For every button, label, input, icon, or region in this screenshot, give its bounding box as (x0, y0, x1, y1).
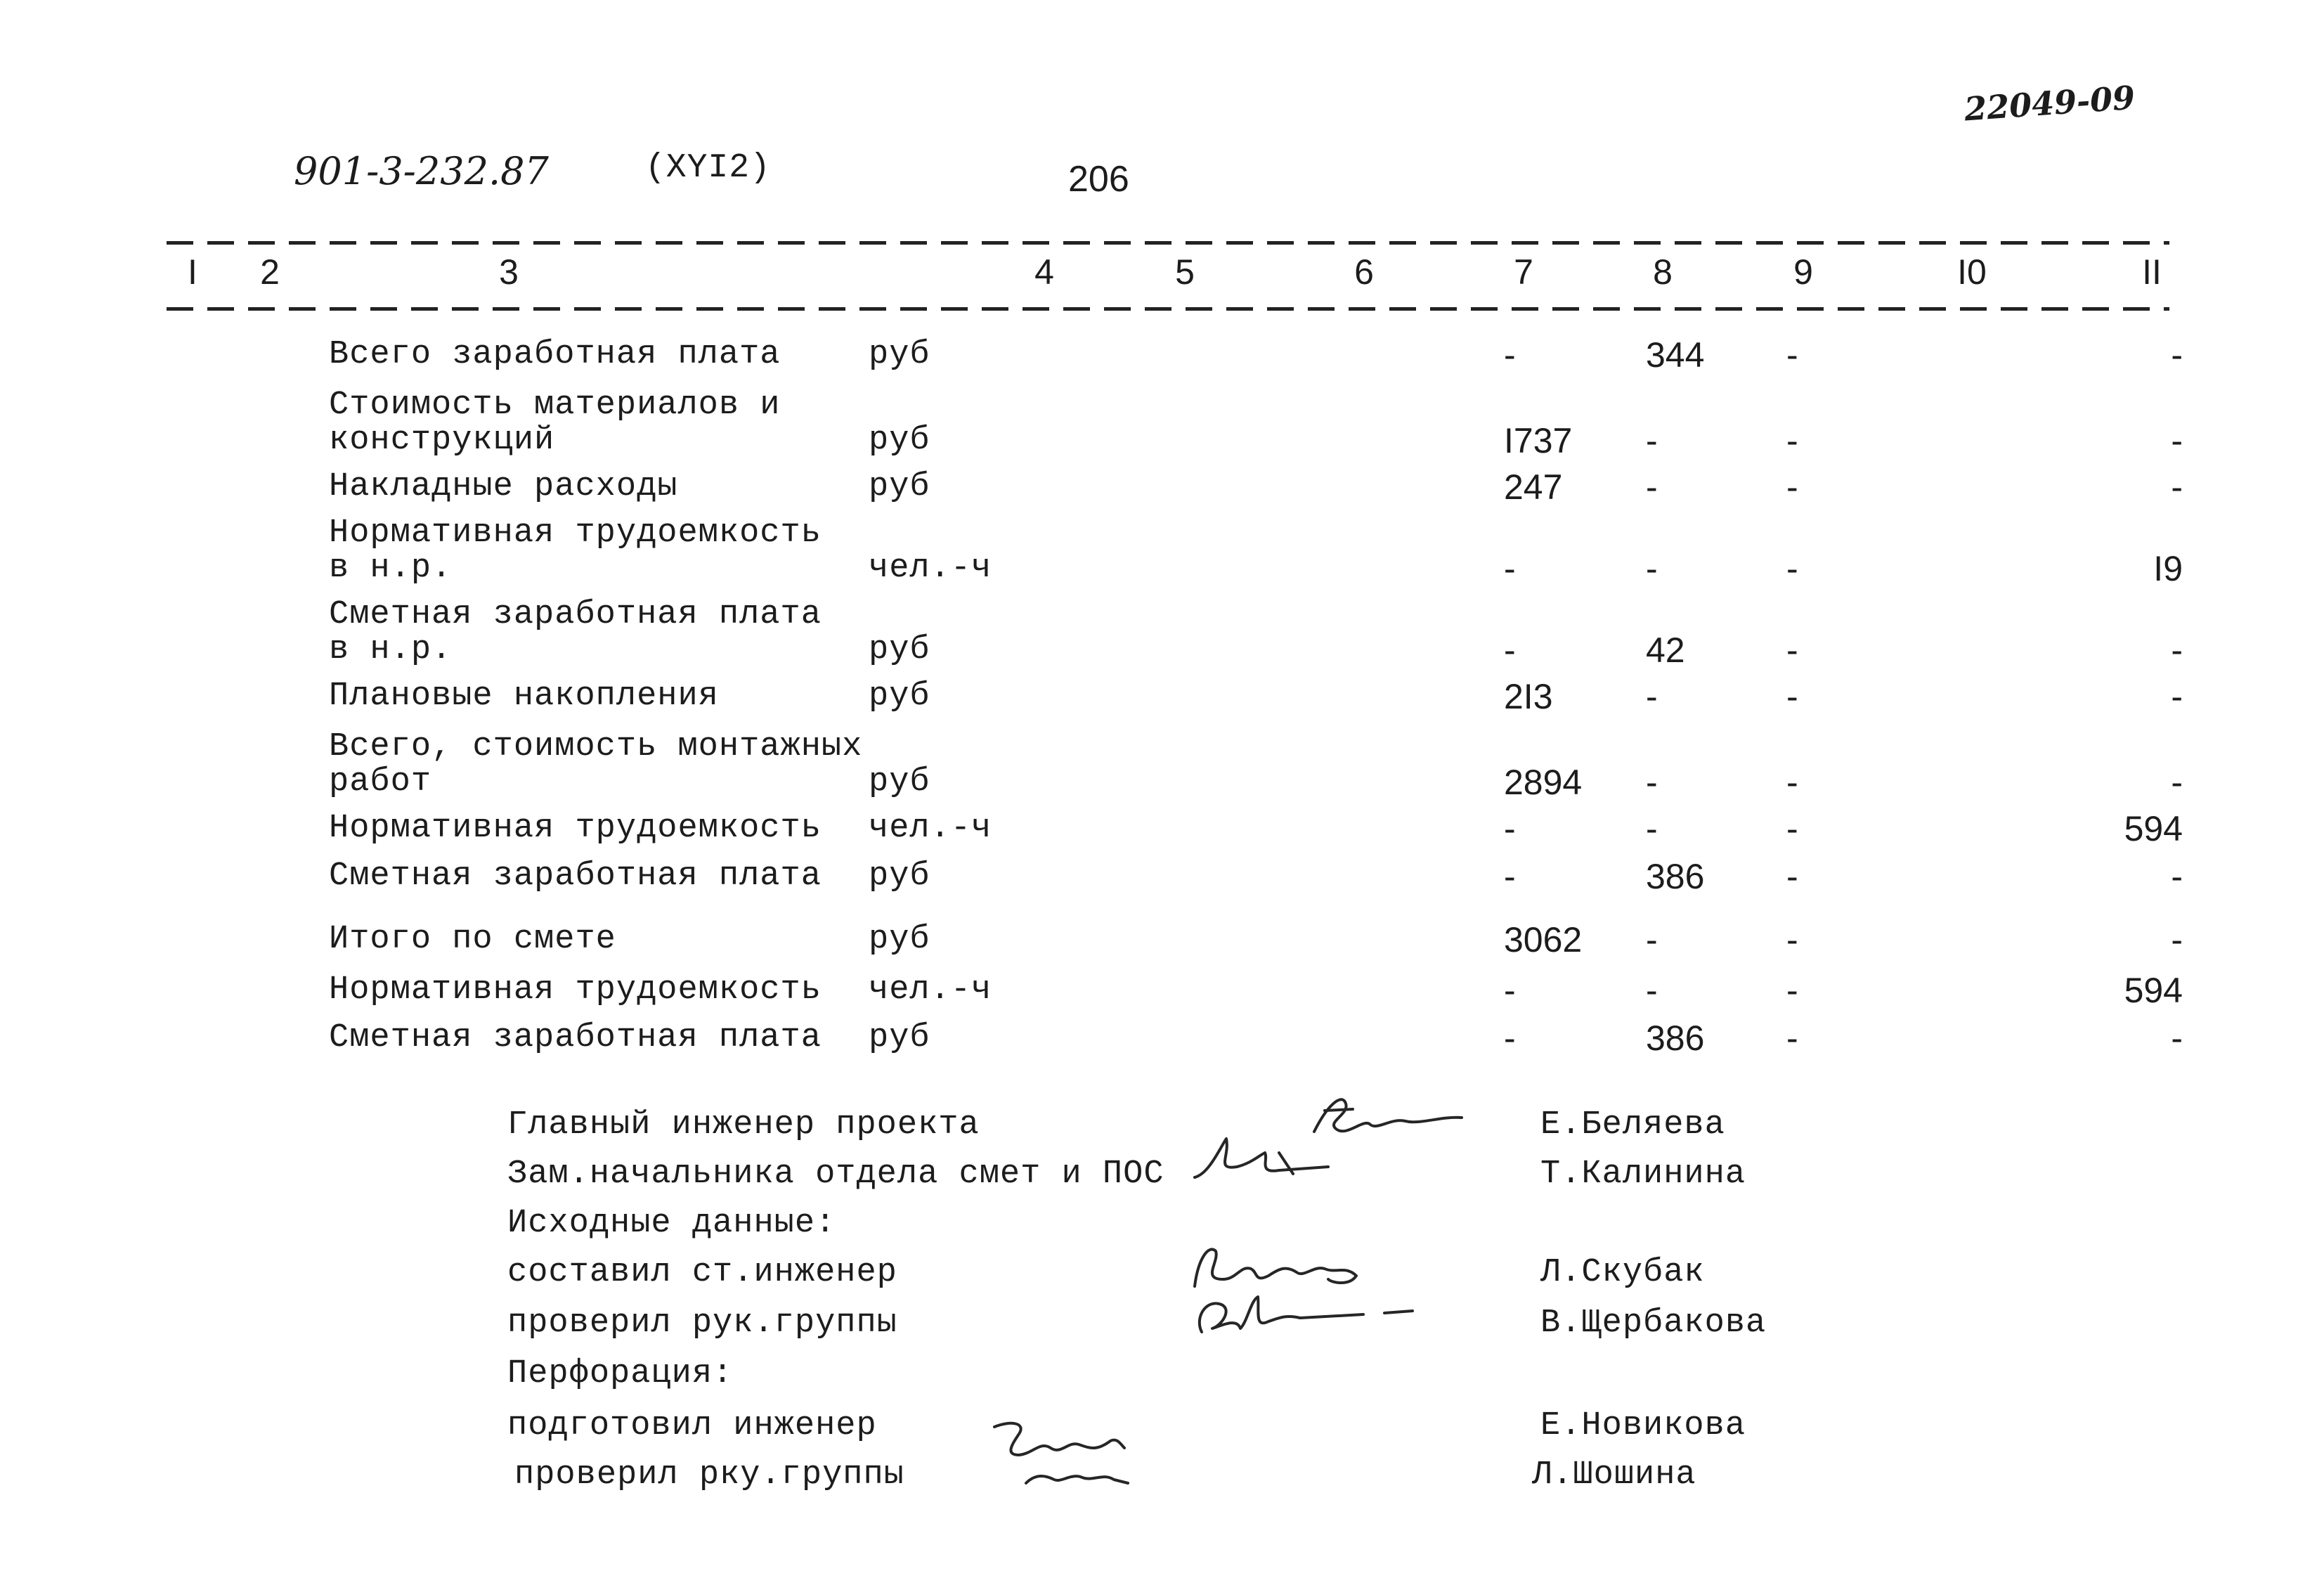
cell-col8: - (1646, 549, 1658, 588)
signature-role: составил ст.инженер (507, 1254, 897, 1291)
row-name: Сметная заработная плата (329, 1019, 822, 1056)
cell-col11: - (2171, 630, 2183, 670)
cell-col11: - (2171, 857, 2183, 896)
column-number: 5 (1175, 252, 1195, 292)
cell-col11: - (2171, 920, 2183, 959)
cell-col8: - (1646, 920, 1658, 959)
signature-role: Зам.начальника отдела смет и ПОС (507, 1156, 1164, 1193)
archive-number: 22049-09 (1963, 78, 2136, 129)
row-unit: чел.-ч (869, 971, 992, 1009)
row-name: Нормативная трудоемкость (329, 971, 822, 1009)
row-name: Всего, стоимость монтажных (329, 728, 863, 765)
signature-name: В.Щербакова (1540, 1305, 1767, 1342)
signature-role: Перфорация: (507, 1355, 734, 1392)
cell-col11: I9 (2153, 549, 2183, 588)
row-unit: руб (869, 921, 930, 958)
row-unit: руб (869, 678, 930, 715)
row-name: Стоимость материалов и (329, 387, 781, 424)
cell-col7: - (1504, 1018, 1516, 1058)
cell-col7: - (1504, 809, 1516, 848)
row-name: Накладные расходы (329, 468, 678, 505)
cell-col8: 386 (1646, 1018, 1705, 1058)
cell-col9: - (1786, 549, 1798, 588)
signature-role: проверил рук.группы (507, 1305, 897, 1342)
column-number: 9 (1793, 252, 1813, 292)
column-number: 2 (260, 252, 280, 292)
page-number: 206 (1068, 159, 1129, 200)
cell-col8: 344 (1646, 335, 1705, 375)
cell-col9: - (1786, 630, 1798, 670)
row-name: в н.р. (329, 550, 453, 587)
cell-col11: 594 (2124, 971, 2183, 1010)
cell-col11: - (2171, 763, 2183, 802)
album-code: (XYI2) (645, 149, 771, 187)
header-rule-top (167, 241, 2169, 245)
cell-col11: 594 (2124, 809, 2183, 848)
row-name: Нормативная трудоемкость (329, 515, 822, 552)
row-unit: руб (869, 858, 930, 895)
column-number: I0 (1957, 252, 1987, 292)
cell-col8: - (1646, 421, 1658, 460)
row-name: Плановые накопления (329, 678, 719, 715)
cell-col9: - (1786, 920, 1798, 959)
cell-col9: - (1786, 763, 1798, 802)
column-number: II (2142, 252, 2162, 292)
row-name: Всего заработная плата (329, 336, 781, 373)
column-number: I (188, 252, 197, 292)
cell-col8: 42 (1646, 630, 1685, 670)
project-code: 901-3-232.87 (294, 149, 549, 193)
signature-kalinina (1188, 1132, 1349, 1188)
cell-col9: - (1786, 677, 1798, 716)
cell-col7: - (1504, 549, 1516, 588)
cell-col7: 3062 (1504, 920, 1583, 959)
row-unit: руб (869, 763, 930, 801)
signature-role: Главный инженер проекта (507, 1106, 980, 1144)
row-unit: руб (869, 468, 930, 505)
signature-shcherbakova (1181, 1279, 1434, 1343)
cell-col11: - (2171, 1018, 2183, 1058)
column-number: 7 (1514, 252, 1533, 292)
signature-name: Е.Новикова (1540, 1407, 1746, 1444)
signature-role: подготовил инженер (507, 1407, 877, 1444)
row-name: Нормативная трудоемкость (329, 810, 822, 847)
column-number: 4 (1034, 252, 1054, 292)
signature-role: Исходные данные: (507, 1205, 836, 1242)
cell-col11: - (2171, 421, 2183, 460)
row-name: работ (329, 763, 432, 801)
signature-name: Л.Скубак (1540, 1254, 1705, 1291)
row-unit: руб (869, 1019, 930, 1056)
cell-col8: - (1646, 809, 1658, 848)
signature-name: Л.Шошина (1532, 1456, 1696, 1494)
cell-col11: - (2171, 467, 2183, 507)
cell-col7: I737 (1504, 421, 1573, 460)
cell-col8: - (1646, 467, 1658, 507)
cell-col9: - (1786, 857, 1798, 896)
signature-name: Е.Беляева (1540, 1106, 1725, 1144)
row-name: Сметная заработная плата (329, 858, 822, 895)
cell-col11: - (2171, 335, 2183, 375)
cell-col8: - (1646, 763, 1658, 802)
row-name: Сметная заработная плата (329, 596, 822, 633)
cell-col9: - (1786, 421, 1798, 460)
signature-novikova (984, 1413, 1153, 1497)
signature-name: Т.Калинина (1540, 1156, 1746, 1193)
cell-col7: 2894 (1504, 763, 1583, 802)
header-rule-bottom (167, 307, 2169, 311)
cell-col8: - (1646, 677, 1658, 716)
cell-col7: 2I3 (1504, 677, 1553, 716)
row-name: в н.р. (329, 631, 453, 668)
cell-col7: - (1504, 335, 1516, 375)
cell-col9: - (1786, 1018, 1798, 1058)
cell-col8: - (1646, 971, 1658, 1010)
cell-col7: 247 (1504, 467, 1563, 507)
signature-role: проверил рку.группы (514, 1456, 904, 1494)
row-unit: чел.-ч (869, 550, 992, 587)
column-number: 8 (1653, 252, 1673, 292)
cell-col7: - (1504, 857, 1516, 896)
cell-col9: - (1786, 809, 1798, 848)
cell-col9: - (1786, 971, 1798, 1010)
row-name: конструкций (329, 422, 555, 459)
row-unit: руб (869, 336, 930, 373)
row-unit: руб (869, 631, 930, 668)
column-number: 3 (499, 252, 519, 292)
cell-col9: - (1786, 467, 1798, 507)
cell-col7: - (1504, 971, 1516, 1010)
cell-col8: 386 (1646, 857, 1705, 896)
cell-col9: - (1786, 335, 1798, 375)
row-unit: чел.-ч (869, 810, 992, 847)
column-number: 6 (1354, 252, 1374, 292)
row-name: Итого по смете (329, 921, 616, 958)
row-unit: руб (869, 422, 930, 459)
cell-col11: - (2171, 677, 2183, 716)
cell-col7: - (1504, 630, 1516, 670)
